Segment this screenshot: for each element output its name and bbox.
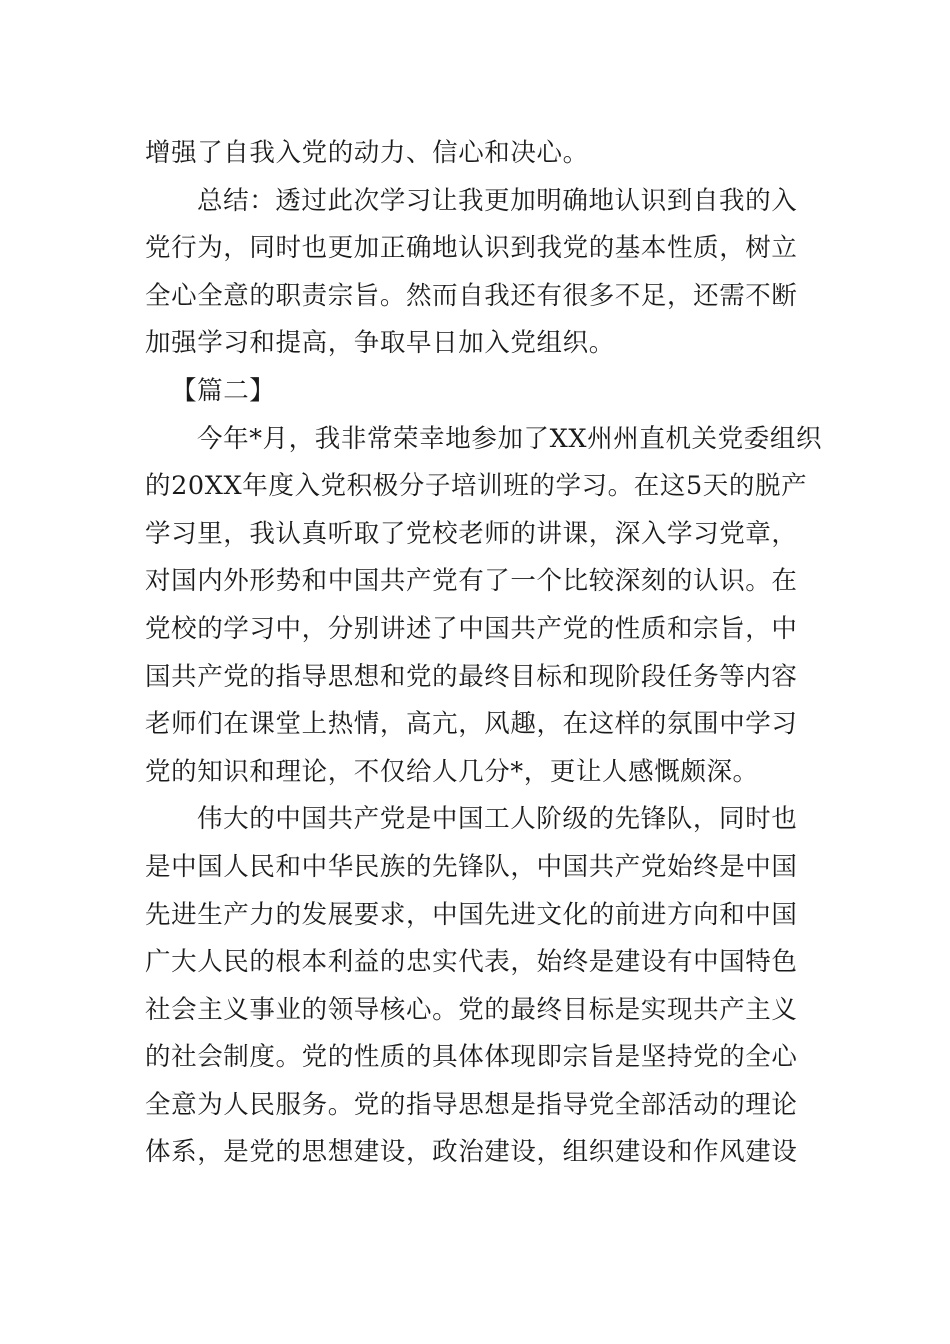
- text-line: 广大人民的根本利益的忠实代表，始终是建设有中国特色: [145, 947, 798, 978]
- text-line: 国共产党的指导思想和党的最终目标和现阶段任务等内容: [145, 661, 798, 692]
- text-line: 今年*月，我非常荣幸地参加了XX州州直机关党委组织: [197, 423, 823, 454]
- section-heading: 【篇二】: [171, 375, 276, 406]
- text-line: 伟大的中国共产党是中国工人阶级的先锋队，同时也: [197, 804, 798, 835]
- text-line: 全心全意的职责宗旨。然而自我还有很多不足，还需不断: [145, 280, 798, 311]
- text-line: 总结：透过此次学习让我更加明确地认识到自我的入: [197, 185, 798, 216]
- text-line: 对国内外形势和中国共产党有了一个比较深刻的认识。在: [145, 566, 798, 597]
- text-line: 是中国人民和中华民族的先锋队，中国共产党始终是中国: [145, 851, 798, 882]
- text-line: 先进生产力的发展要求，中国先进文化的前进方向和中国: [145, 899, 798, 930]
- text-line: 的20XX年度入党积极分子培训班的学习。在这5天的脱产: [145, 471, 808, 502]
- text-line: 学习里，我认真听取了党校老师的讲课，深入学习党章，: [145, 518, 798, 549]
- text-line: 加强学习和提高，争取早日加入党组织。: [145, 328, 615, 359]
- document-body: [145, 130, 823, 1177]
- text-line: 社会主义事业的领导核心。党的最终目标是实现共产主义: [145, 994, 798, 1025]
- text-line: 体系，是党的思想建设，政治建设，组织建设和作风建设: [145, 1137, 798, 1168]
- text-line: 的社会制度。党的性质的具体体现即宗旨是坚持党的全心: [145, 1042, 798, 1073]
- text-line: 党行为，同时也更加正确地认识到我党的基本性质，树立: [145, 233, 798, 264]
- text-line: 增强了自我入党的动力、信心和决心。: [145, 138, 589, 168]
- text-line: 全意为人民服务。党的指导思想是指导党全部活动的理论: [145, 1089, 798, 1120]
- text-line: 党的知识和理论，不仅给人几分*，更让人感慨颇深。: [145, 756, 759, 787]
- text-line: 老师们在课堂上热情，高亢，风趣，在这样的氛围中学习: [145, 709, 798, 740]
- text-line: 党校的学习中，分别讲述了中国共产党的性质和宗旨，中: [145, 613, 798, 644]
